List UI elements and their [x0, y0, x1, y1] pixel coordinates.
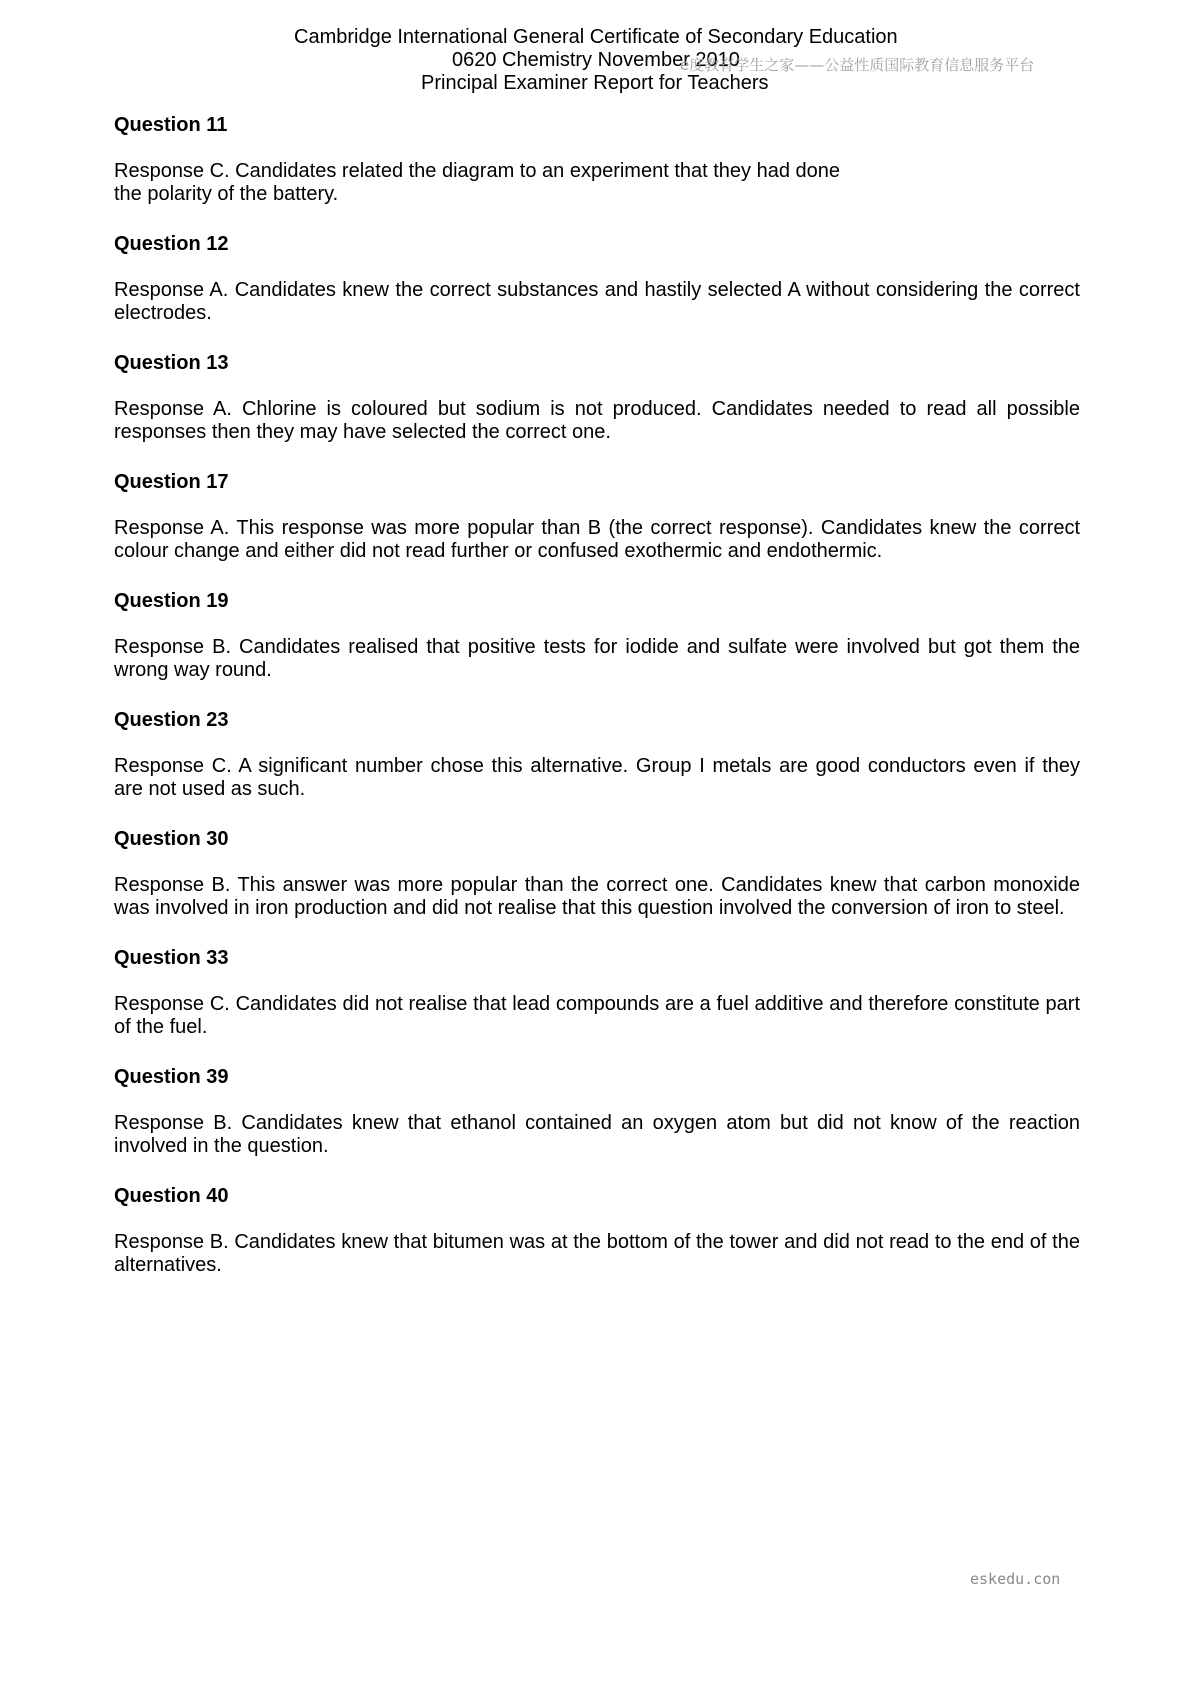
question-title: Question 17: [114, 471, 229, 493]
question-title: Question 12: [114, 233, 229, 255]
question-response: Response B. Candidates knew that bitumen was at the bottom of the tower and did not read to the end of the alternatives.: [114, 1231, 1080, 1276]
header-subject: 0620 Chemistry November 2010: [452, 49, 740, 71]
question-section: [114, 1066, 1080, 1158]
header-title: Cambridge International General Certificate of Secondary Education: [294, 26, 898, 48]
question-response: Response B. Candidates knew that ethanol contained an oxygen atom but did not know of the reaction involved in the question.: [114, 1112, 1080, 1157]
question-section: [114, 709, 1080, 801]
response-line: Response C. Candidates related the diagram to an experiment that they had done: [114, 160, 841, 182]
report-content: [114, 114, 1080, 1304]
question-response: Response C. Candidates did not realise that lead compounds are a fuel additive and therefore constitute part of the fuel.: [114, 993, 1080, 1038]
question-section: [114, 590, 1080, 682]
question-response: Response C. A significant number chose this alternative. Group I metals are good conductors even if they are not used as such.: [114, 755, 1080, 800]
question-section: [114, 352, 1080, 444]
question-section: [114, 1185, 1080, 1277]
question-title: Question 11: [114, 114, 228, 136]
question-response: Response B. Candidates realised that positive tests for iodide and sulfate were involved but got them the wrong way round.: [114, 636, 1080, 681]
question-title: Question 19: [114, 590, 229, 612]
question-title: Question 30: [114, 828, 229, 850]
question-response: Response A. This response was more popular than B (the correct response). Candidates knew the correct colour change and either did not read further or confused exothermic and endothermic.: [114, 517, 1080, 562]
question-title: Question 13: [114, 352, 229, 374]
question-title: Question 33: [114, 947, 229, 969]
question-title: Question 23: [114, 709, 229, 731]
question-section: [114, 233, 1080, 325]
question-title: Question 40: [114, 1185, 229, 1207]
question-title: Question 39: [114, 1066, 229, 1088]
question-section: [114, 471, 1080, 563]
question-response: Response A. Chlorine is coloured but sodium is not produced. Candidates needed to read all possible responses then they may have selected the correct one.: [114, 398, 1080, 443]
question-section: [114, 828, 1080, 920]
header-report-type: Principal Examiner Report for Teachers: [421, 72, 769, 94]
question-response: [114, 160, 1080, 206]
question-response: Response B. This answer was more popular than the correct one. Candidates knew that carbon monoxide was involved in iron production and did not realise that this question involved the conversion of iron to steel.: [114, 874, 1080, 919]
watermark-text: e度教育学生之家——公益性质国际教育信息服务平台: [680, 56, 1035, 74]
question-section: [114, 114, 1080, 206]
question-response: Response A. Candidates knew the correct substances and hastily selected A without considering the correct electrodes.: [114, 279, 1080, 324]
response-line: the polarity of the battery.: [114, 183, 339, 205]
question-section: [114, 947, 1080, 1039]
footer-watermark: eskedu.con: [970, 1570, 1061, 1588]
